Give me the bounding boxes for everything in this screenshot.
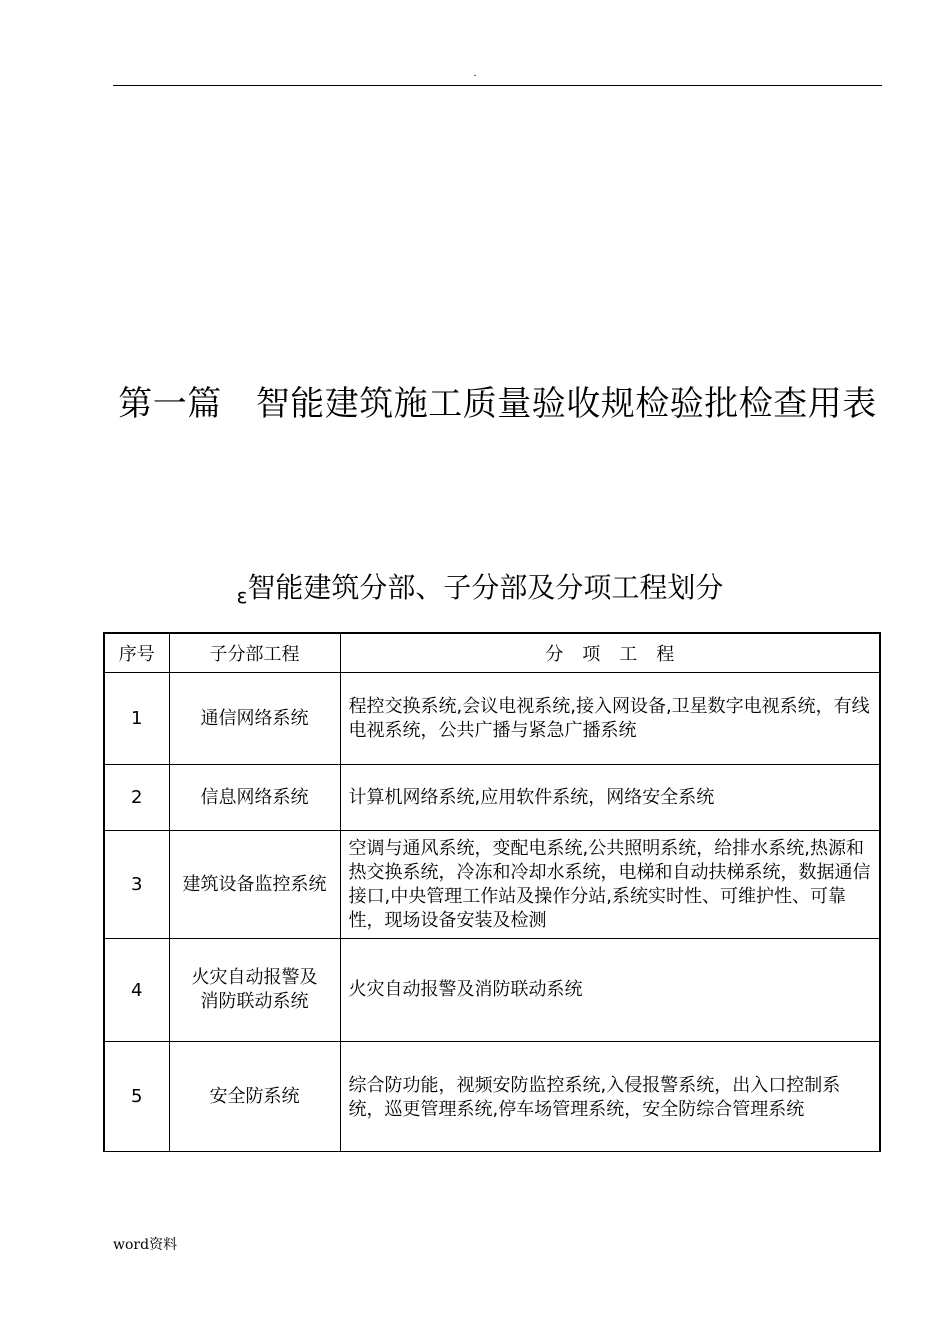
table-row xyxy=(104,831,880,939)
row-subsystem xyxy=(169,939,340,1042)
table-row xyxy=(104,1042,880,1152)
footer-text: word资料 xyxy=(113,1237,178,1253)
row-subsystem-line: 消防联动系统 xyxy=(200,991,309,1012)
row-items: 计算机网络系统,应用软件系统，网络安全系统 xyxy=(340,765,880,831)
document-title xyxy=(110,370,885,438)
header-items: 分项工程 xyxy=(340,633,880,673)
table-header-row xyxy=(104,633,880,673)
row-subsystem: 通信网络系统 xyxy=(169,673,340,765)
row-number: 4 xyxy=(104,939,169,1042)
row-items: 火灾自动报警及消防联动系统 xyxy=(340,939,880,1042)
heading-text: 智能建筑分部、子分部及分项工程划分 xyxy=(247,571,724,604)
row-number: 3 xyxy=(104,831,169,939)
row-subsystem: 建筑设备监控系统 xyxy=(169,831,340,939)
table-row xyxy=(104,939,880,1042)
row-subsystem: 信息网络系统 xyxy=(169,765,340,831)
header-no: 序号 xyxy=(104,633,169,673)
table-row xyxy=(104,673,880,765)
row-subsystem: 安全防系统 xyxy=(169,1042,340,1152)
header-mark: . xyxy=(473,68,477,79)
header-rule xyxy=(113,85,882,86)
row-items: 综合防功能，视频安防监控系统,入侵报警系统，出入口控制系统，巡更管理系统,停车场管理系统，安全防综合管理系统 xyxy=(340,1042,880,1152)
row-number: 5 xyxy=(104,1042,169,1152)
header-subsystem: 子分部工程 xyxy=(169,633,340,673)
row-number: 1 xyxy=(104,673,169,765)
heading-marker: ε xyxy=(236,584,248,608)
row-number: 2 xyxy=(104,765,169,831)
division-table xyxy=(103,632,881,1152)
row-items: 空调与通风系统，变配电系统,公共照明系统，给排水系统,热源和热交换系统，冷冻和冷却水系统，电梯和自动扶梯系统，数据通信接口,中央管理工作站及操作分站,系统实时性、可维护性、可靠性，现场设备安装及检测 xyxy=(340,831,880,939)
title-part: 第一篇 xyxy=(118,384,222,424)
row-subsystem-line: 火灾自动报警及 xyxy=(191,967,318,988)
row-items: 程控交换系统,会议电视系统,接入网设备,卫星数字电视系统，有线电视系统，公共广播与紧急广播系统 xyxy=(340,673,880,765)
section-heading xyxy=(100,568,860,616)
table-row xyxy=(104,765,880,831)
title-main: 智能建筑施工质量验收规检验批检查用表 xyxy=(255,384,877,424)
